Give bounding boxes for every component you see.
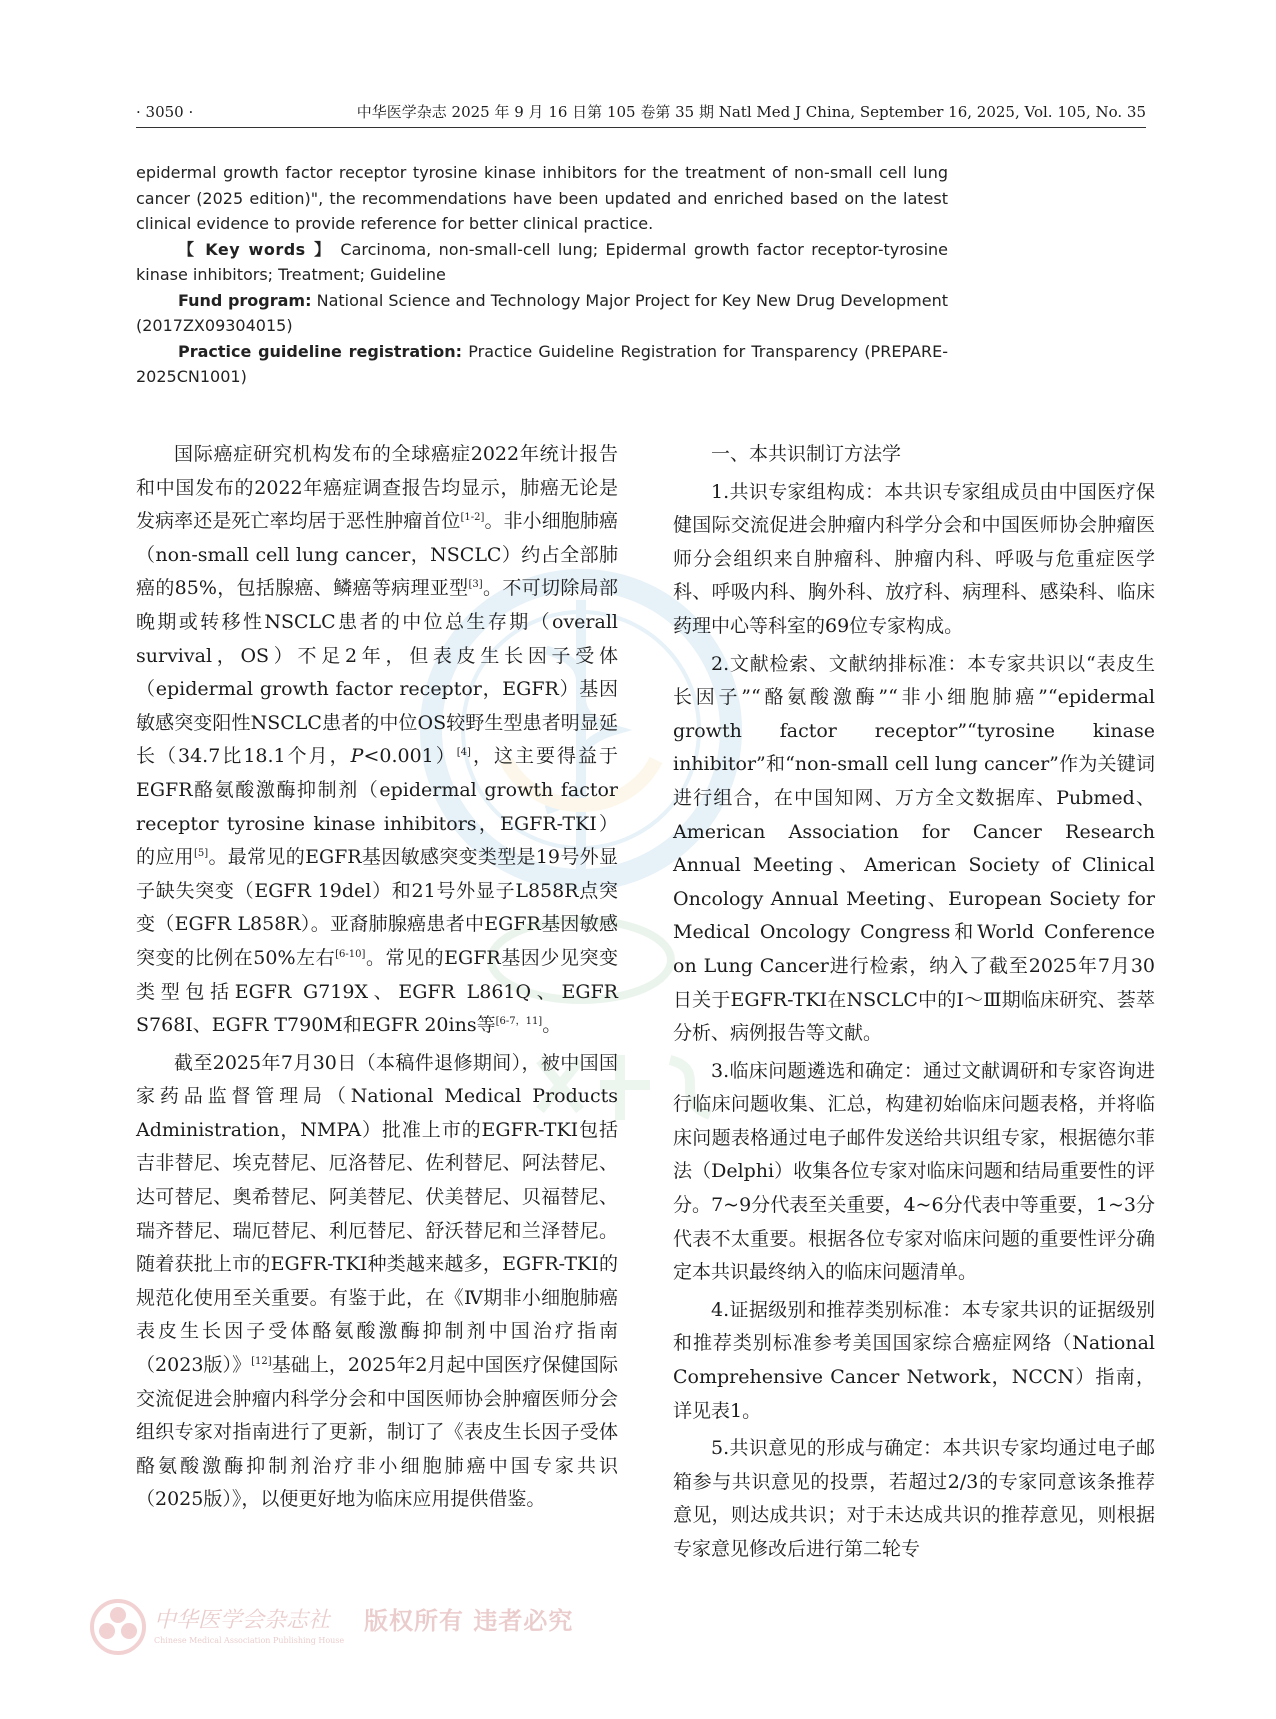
method-paragraph-4: 4.证据级别和推荐类别标准：本专家共识的证据级别和推荐类别标准参考美国国家综合癌症网络（National Comprehensive Cancer Network，NCCN）指南，详见表1。 [673, 1298, 1155, 1422]
header-divider [136, 127, 1146, 128]
text-run: 截至2025年7月30日（本稿件退修期间），被中国国家药品监督管理局（National Medical Products Administration，NMPA）批准上市的EGFR-TKI包括吉非替尼、埃克替尼、厄洛替尼、佐利替尼、阿法替尼、达可替尼、奥希替尼、阿美替尼、伏美替尼、贝福替尼、瑞齐替尼、瑞厄替尼、利厄替尼、舒沃替尼和兰泽替尼。随着获批上市的EGFR-TKI种类越来越多，EGFR-TKI的规范化使用至关重要。有鉴于此，在《Ⅳ期非小细胞肺癌表皮生长因子受体酪氨酸激酶抑制剂中国治疗指南（2023版）》 [136, 1051, 618, 1377]
text-run: 国际癌症研究机构发布的全球癌症2022年统计报告和中国发布的2022年癌症调查报告均显示，肺癌无论是发病率还是死亡率均居于恶性肿瘤首位 [136, 443, 618, 533]
text-run: 基础上，2025年2月起中国医疗保健国际交流促进会肿瘤内科学分会和中国医师协会肿瘤医师分会组织专家对指南进行了更新，制订了《表皮生长因子受体酪氨酸激酶抑制剂治疗非小细胞肺癌中国专家共识（2025版）》，以便更好地为临床应用提供借鉴。 [136, 1354, 618, 1511]
citation-ref: [4] [456, 747, 471, 759]
fund-label: Fund program: [178, 290, 312, 310]
publisher-name-cn: 中华医学会杂志社 [154, 1608, 331, 1633]
right-column [673, 438, 1155, 1567]
english-abstract [136, 160, 948, 390]
citation-ref: [5] [193, 848, 209, 860]
intro-paragraph-1 [136, 438, 618, 1043]
text-run: <0.001） [363, 745, 457, 768]
intro-paragraph-2 [136, 1047, 618, 1517]
method-paragraph-5: 5.共识意见的形成与确定：本共识专家均通过电子邮箱参与共识意见的投票，若超过2/3的专家同意该条推荐意见，则达成共识；对于未达成共识的推荐意见，则根据专家意见修改后进行第二轮专 [673, 1437, 1155, 1560]
publisher-logo-icon [88, 1597, 148, 1657]
left-column [136, 438, 618, 1517]
citation-ref: [6-10] [335, 948, 366, 960]
running-header [136, 100, 1146, 124]
registration-label: Practice guideline registration: [178, 341, 463, 361]
citation-ref: [12] [251, 1356, 272, 1368]
method-paragraph-3: 3.临床问题遴选和确定：通过文献调研和专家咨询进行临床问题收集、汇总，构建初始临床问题表格，并将临床问题表格通过电子邮件发送给共识组专家，根据德尔菲法（Delphi）收集各位专家对临床问题和结局重要性的评分。7~9分代表至关重要，4~6分代表中等重要，1~3分代表不太重要。根据各位专家对临床问题的重要性评分确定本共识最终纳入的临床问题清单。 [673, 1059, 1155, 1284]
citation-ref: [6-7，11] [495, 1016, 543, 1028]
text-run: 。常见的EGFR基因少见突变类型包括EGFR G719X、EGFR L861Q、EGFR S768I、EGFR T790M和EGFR 20ins等 [136, 946, 618, 1037]
page-number: · 3050 · [136, 103, 194, 121]
keywords-label: 【 Key words 】 [178, 239, 333, 259]
citation-ref: [1-2] [460, 512, 485, 524]
keywords-text: Carcinoma, non-small-cell lung; Epidermal growth factor receptor-tyrosine kinase inhibitors; Treatment; Guideline [136, 239, 949, 284]
registration-text: Practice Guideline Registration for Transparency (PREPARE-2025CN1001) [136, 341, 948, 386]
citation-ref: [3] [468, 579, 483, 591]
fund-program-line [136, 288, 948, 339]
journal-citation: 中华医学杂志 2025 年 9 月 16 日第 105 卷第 35 期 Natl Med J China, September 16, 2025, Vol. 105, No. 35 [356, 103, 1146, 121]
publisher-watermark [154, 1608, 574, 1648]
abstract-continuation: epidermal growth factor receptor tyrosine kinase inhibitors for the treatment of non-small cell lung cancer (2025 edition)", the recommendations have been updated and enriched based on the latest clinical evidence to provide reference for better clinical practice. [136, 163, 948, 233]
text-run: 。非小细胞肺癌（non-small cell lung cancer，NSCLC）约占全部肺癌的85%，包括腺癌、鳞癌等病理亚型 [136, 510, 618, 600]
method-paragraph-2: 2.文献检索、文献纳排标准：本专家共识以“表皮生长因子”“酪氨酸激酶”“非小细胞肺癌”“epidermal growth factor receptor”“tyrosine kinase inhibitor”和“non-small cell lung cancer”作为关键词进行组合，在中国知网、万方全文数据库、Pubmed、American Association for Cancer Research Annual Meeting、American Society of Clinical Oncology Annual Meeting、European Society for Medical Oncology Congress和World Conference on Lung Cancer进行检索，纳入了截至2025年7月30日关于EGFR-TKI在NSCLC中的Ⅰ～Ⅲ期临床研究、荟萃分析、病例报告等文献。 [673, 652, 1155, 1045]
p-value-symbol: P [350, 745, 364, 768]
method-paragraph-1: 1.共识专家组构成：本共识专家组成员由中国医疗保健国际交流促进会肿瘤内科学分会和中国医师协会肿瘤医师分会组织来自肿瘤科、肿瘤内科、呼吸与危重症医学科、呼吸内科、胸外科、放疗科、病理科、感染科、临床药理中心等科室的69位专家构成。 [673, 480, 1155, 637]
registration-line [136, 339, 948, 390]
copyright-notice: 版权所有 违者必究 [364, 1606, 574, 1635]
section-heading: 一、本共识制订方法学 [711, 443, 902, 465]
fund-text: National Science and Technology Major Project for Key New Drug Development (2017ZX09304015) [136, 290, 948, 335]
text-run: ，这主要得益于EGFR酪氨酸激酶抑制剂（epidermal growth factor receptor tyrosine kinase inhibitors，EGFR-TKI）的应用 [136, 745, 618, 869]
text-run: 。不可切除局部晚期或转移性NSCLC患者的中位总生存期（overall survival，OS）不足2年，但表皮生长因子受体（epidermal growth factor receptor，EGFR）基因敏感突变阳性NSCLC患者的中位OS较野生型患者明显延长（34.7比18.1个月， [136, 577, 618, 768]
text-run: 。 [542, 1014, 562, 1037]
keywords-line [136, 237, 948, 288]
publisher-name-en: Chinese Medical Association Publishing House [154, 1636, 345, 1645]
text-run: 。最常见的EGFR基因敏感突变类型是19号外显子缺失突变（EGFR 19del）和21号外显子L858R点突变（EGFR L858R）。亚裔肺腺癌患者中EGFR基因敏感突变的比例在50%左右 [136, 846, 618, 969]
